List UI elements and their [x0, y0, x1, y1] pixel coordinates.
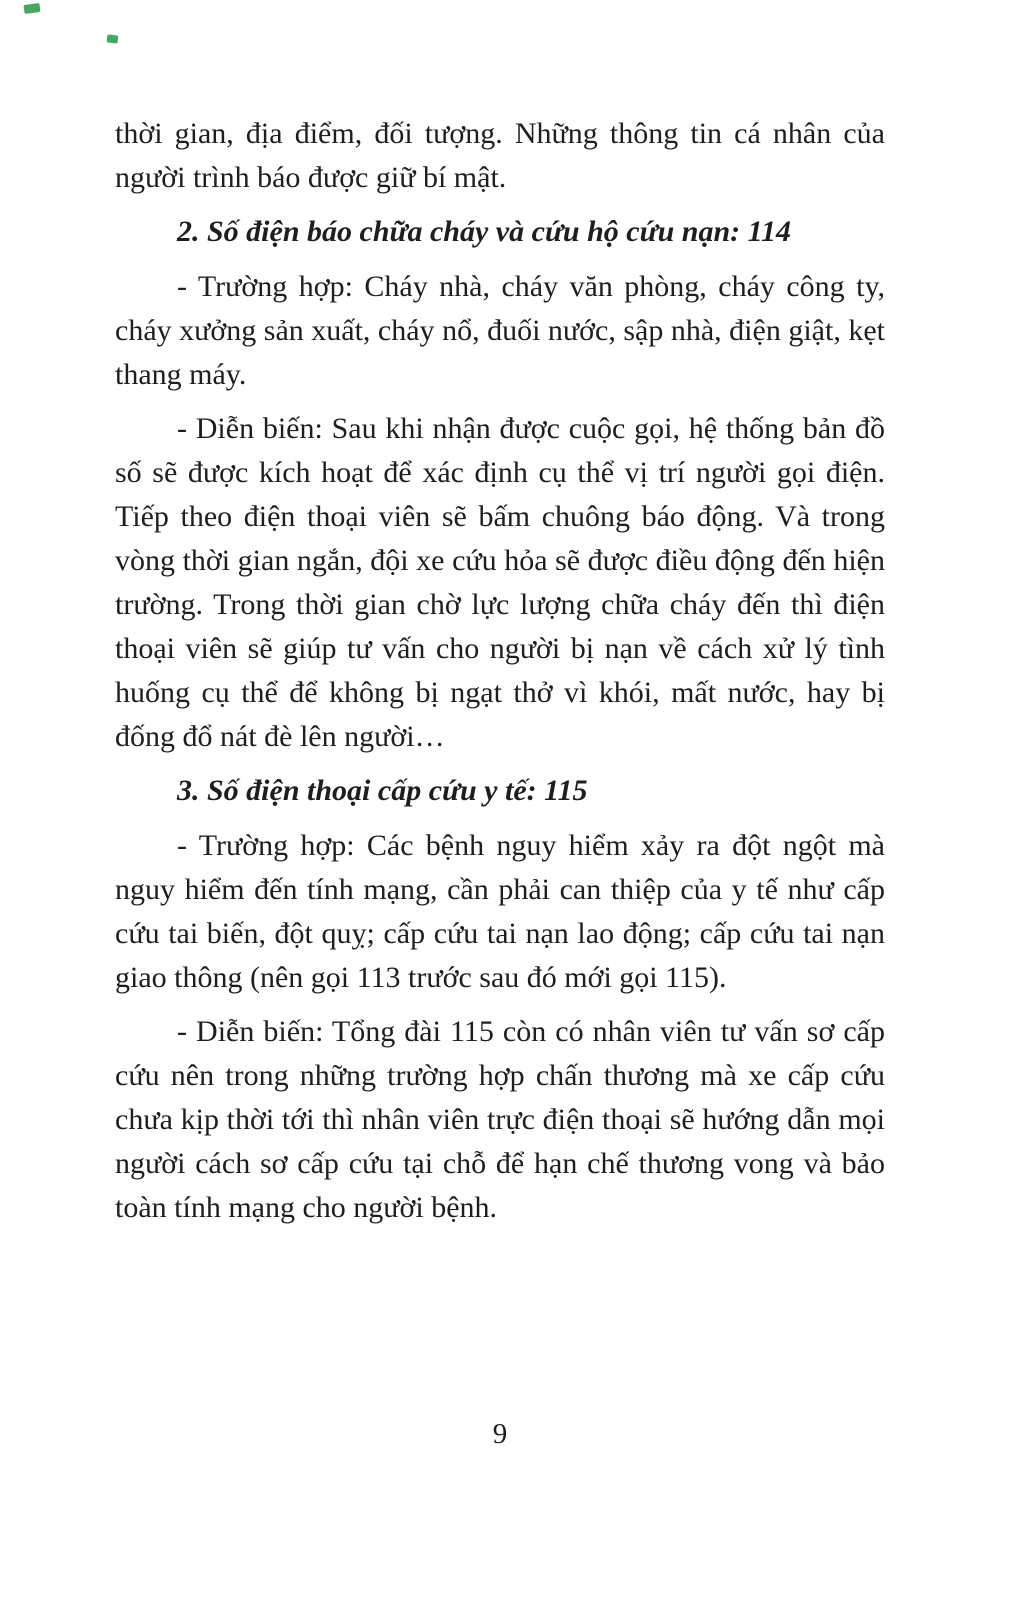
- scan-artifact: [23, 3, 40, 14]
- paragraph-medical-process: - Diễn biến: Tổng đài 115 còn có nhân viên tư vấn sơ cấp cứu nên trong những trường hợp chấn thương mà xe cấp cứu chưa kịp thời tới thì nhân viên trực điện thoại sẽ hướng dẫn mọi người cách sơ cấp cứu tại chỗ để hạn chế thương vong và bảo toàn tính mạng cho người bệnh.: [115, 1015, 885, 1224]
- paragraph-fire-process: - Diễn biến: Sau khi nhận được cuộc gọi, hệ thống bản đồ số sẽ được kích hoạt để xác định cụ thể vị trí người gọi điện. Tiếp theo điện thoại viên sẽ bấm chuông báo động. Và trong vòng thời gian ngắn, đội xe cứu hỏa sẽ được điều động đến hiện trường. Trong thời gian chờ lực lượng chữa cháy đến thì điện thoại viên sẽ giúp tư vấn cho người bị nạn về cách xử lý tình huống cụ thể để không bị ngạt thở vì khói, mất nước, hay bị đống đổ nát đè lên người…: [115, 412, 885, 753]
- page-number: 9: [492, 1418, 508, 1450]
- paragraph-medical-cases: - Trường hợp: Các bệnh nguy hiểm xảy ra đột ngột mà nguy hiểm đến tính mạng, cần phải can thiệp của y tế như cấp cứu tai biến, đột quỵ; cấp cứu tai nạn lao động; cấp cứu tai nạn giao thông (nên gọi 113 trước sau đó mới gọi 115).: [115, 829, 885, 994]
- paragraph-fire-cases: - Trường hợp: Cháy nhà, cháy văn phòng, cháy công ty, cháy xưởng sản xuất, cháy nổ, đuối nước, sập nhà, điện giật, kẹt thang máy.: [115, 270, 885, 391]
- page-content: [115, 112, 885, 1240]
- section-heading-fire-114: 2. Số điện báo chữa cháy và cứu hộ cứu nạn: 114: [177, 215, 791, 248]
- section-heading-medical-115: 3. Số điện thoại cấp cứu y tế: 115: [177, 774, 588, 807]
- paragraph-continuation: thời gian, địa điểm, đối tượng. Những thông tin cá nhân của người trình báo được giữ bí mật.: [115, 117, 885, 194]
- scan-artifact: [107, 34, 119, 43]
